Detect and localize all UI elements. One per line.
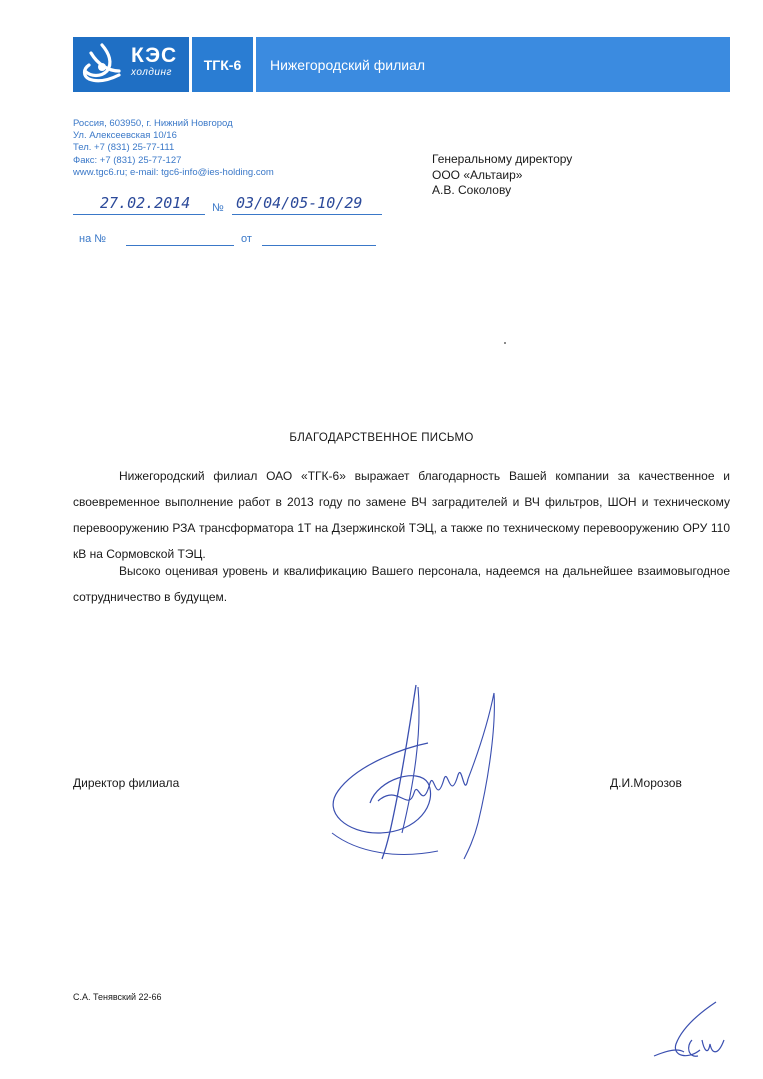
outgoing-date: 27.02.2014	[100, 194, 191, 212]
kes-logo	[73, 37, 189, 92]
executor-note: С.А. Тенявский 22-66	[73, 992, 162, 1002]
recipient-line: ООО «Альтаир»	[432, 167, 523, 182]
letter-title: БЛАГОДАРСТВЕННОЕ ПИСЬМО	[289, 432, 474, 444]
recipient-line: А.В. Соколову	[432, 183, 512, 197]
handwritten-signature-icon	[318, 683, 518, 873]
address-line: www.tgc6.ru; e-mail: tgc6-info@ies-holding.com	[73, 166, 274, 178]
reply-from-underline	[262, 245, 376, 246]
outgoing-number: 03/04/05-10/29	[236, 194, 363, 212]
logo-sub-text: холдинг	[131, 67, 172, 78]
scan-speck	[504, 342, 506, 344]
letterhead-banner	[73, 37, 730, 92]
number-underline	[232, 214, 382, 215]
address-line: Тел. +7 (831) 25-77-111	[73, 142, 175, 154]
recipient-block	[432, 152, 572, 199]
company-name: ТГК-6	[192, 37, 253, 92]
letter-paragraph: Нижегородский филиал ОАО «ТГК-6» выражает благодарность Вашей компании за качественное и своевременное выполнение работ в 2013 году по замене ВЧ заградителей и ВЧ фильтров, ШОН и техническому перевооружению РЗА трансформатора 1Т на Дзержинской ТЭЦ, а также по техническому перевооружению ОРУ 110 кВ на Сормовской ТЭЦ.	[73, 469, 730, 561]
date-underline	[73, 214, 205, 215]
handwritten-initials-icon	[648, 1000, 728, 1070]
reply-from-label: от	[241, 233, 252, 245]
address-line: Россия, 603950, г. Нижний Новгород	[73, 118, 233, 129]
logo-main-text: КЭС	[131, 44, 178, 67]
logo-text	[131, 45, 177, 79]
kes-swirl-logo-icon	[79, 41, 125, 88]
address-line: Ул. Алексеевская 10/16	[73, 130, 177, 142]
letter-paragraph: Высоко оценивая уровень и квалификацию Вашего персонала, надеемся на дальнейшее взаимовыгодное сотрудничество в будущем.	[73, 564, 730, 604]
signatory-position: Директор филиала	[73, 776, 180, 790]
address-line: Факс: +7 (831) 25-77-127	[73, 154, 182, 166]
sender-address	[73, 118, 274, 179]
recipient-line: Генеральному директору	[432, 152, 573, 166]
number-label: №	[212, 202, 224, 214]
reply-number-underline	[126, 245, 234, 246]
branch-name: Нижегородский филиал	[256, 37, 730, 92]
reply-number-label: на №	[79, 233, 107, 245]
signatory-name: Д.И.Морозов	[610, 776, 682, 790]
